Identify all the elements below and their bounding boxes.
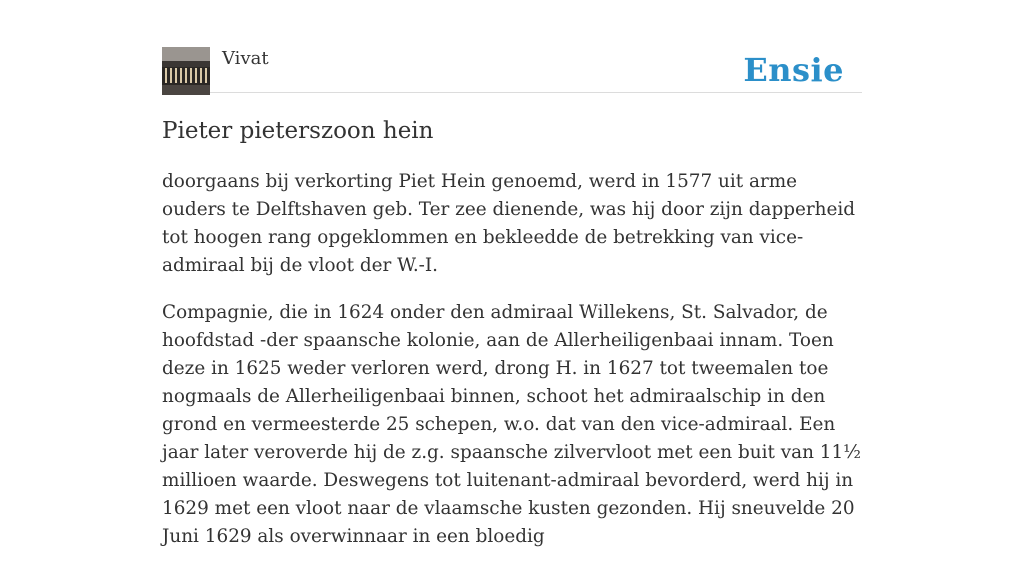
author-name-link[interactable]: Vivat [222,48,269,69]
article-body [162,168,862,570]
author-avatar[interactable] [162,47,210,95]
site-header [162,46,862,93]
article-paragraph: Compagnie, die in 1624 onder den admiraal Willekens, St. Salvador, de hoofdstad -der spaansche kolonie, aan de Allerheiligenbaai innam. Toen deze in 1625 weder verloren werd, drong H. in 1627 tot tweemalen toe nogmaals de Allerheiligenbaai binnen, schoot het admiraalschip in den grond en vermeesterde 25 schepen, w.o. dat van den vice-admiraal. Een jaar later veroverde hij de z.g. spaansche zilvervloot met een buit van 11½ millioen waarde. Deswegens tot luitenant-admiraal bevorderd, werd hij in 1629 met een vloot naar de vlaamsche kusten gezonden. Hij sneuvelde 20 Juni 1629 als overwinnaar in een bloedig [162,302,861,547]
article-paragraph: doorgaans bij verkorting Piet Hein genoemd, werd in 1577 uit arme ouders te Delftshaven geb. Ter zee dienende, was hij door zijn dapperheid tot hoogen rang opgeklommen en bekleedde de betrekking van vice-admiraal bij de vloot der W.-I. [162,171,856,276]
article-title: Pieter pieterszoon hein [162,118,434,144]
avatar-image [162,47,210,95]
ensie-logo-link[interactable]: Ensie [743,51,844,89]
